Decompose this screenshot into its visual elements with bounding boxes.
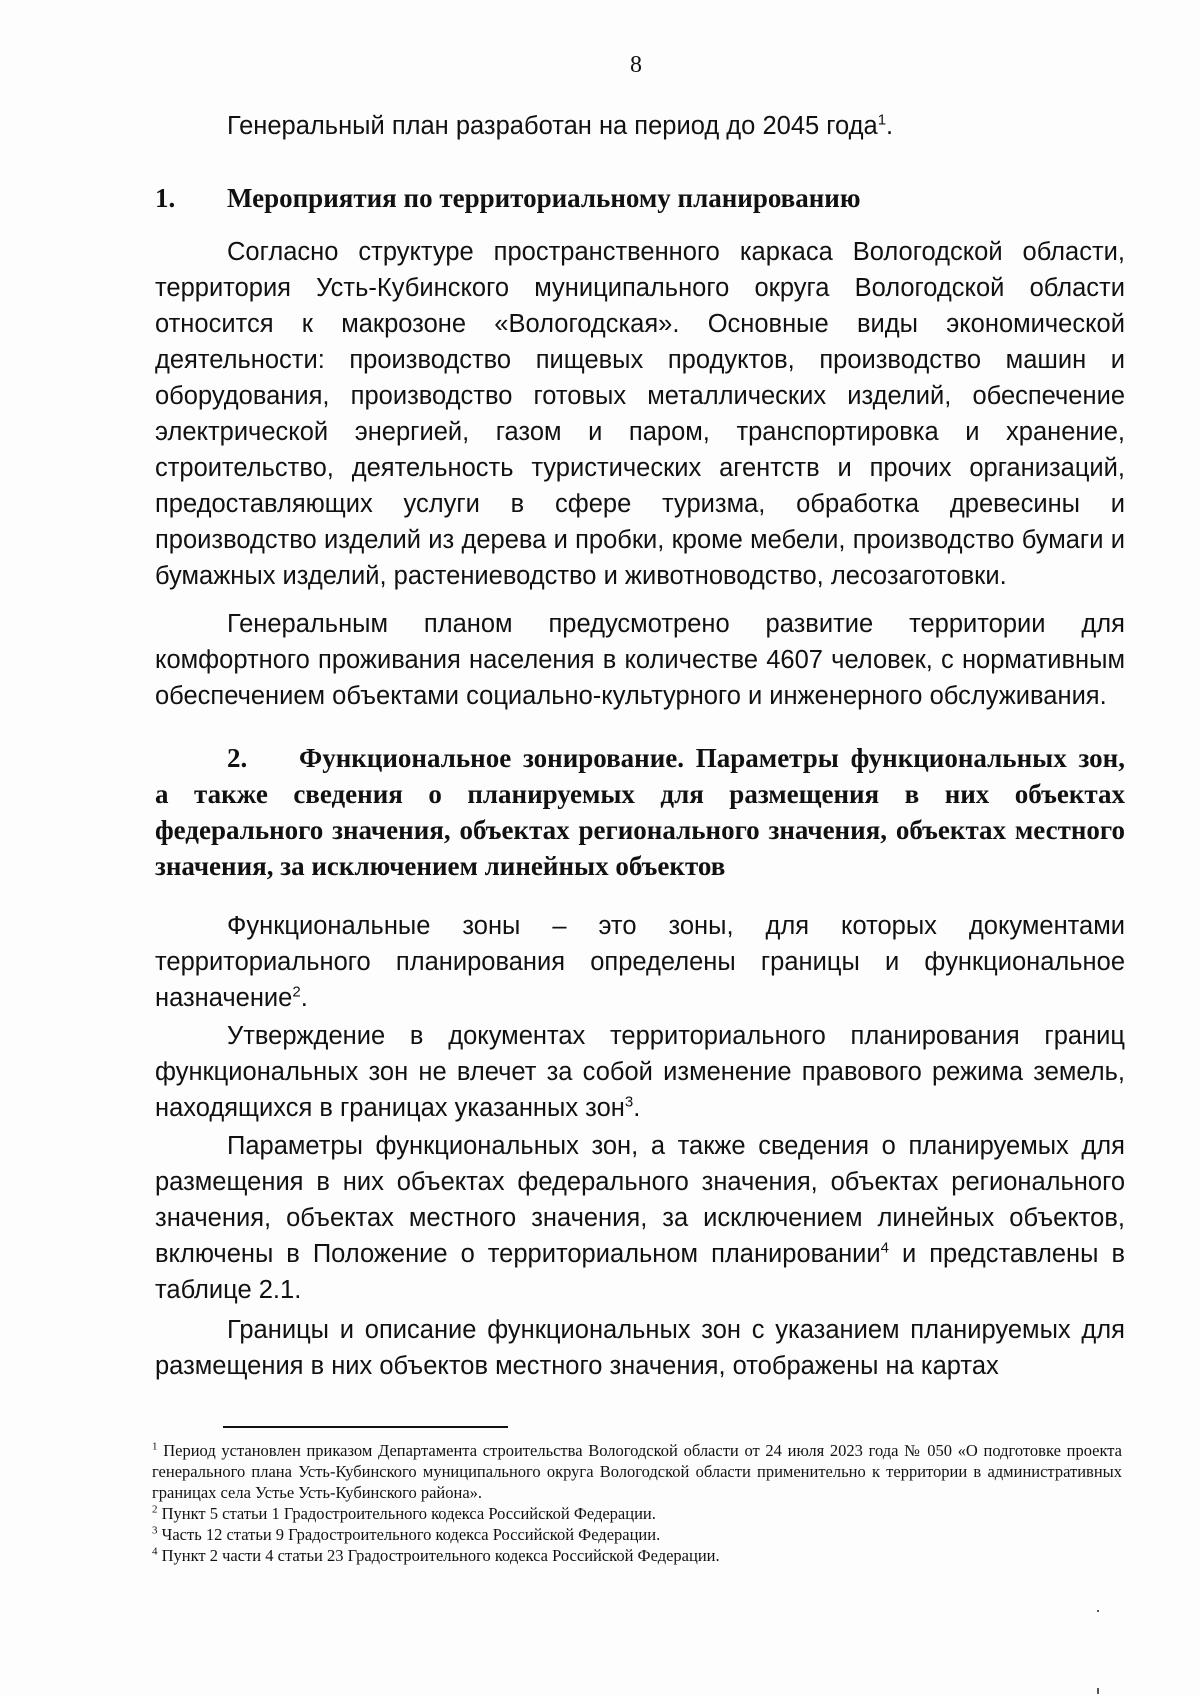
footnote-ref-2[interactable]: 2 xyxy=(292,983,301,1001)
section-2-number: 2. xyxy=(227,743,248,773)
section-2-paragraph-1-end: . xyxy=(300,984,308,1012)
section-2-paragraph-2 xyxy=(155,1018,1125,1126)
section-2-paragraph-1 xyxy=(155,908,1125,1016)
scan-speck xyxy=(1097,1610,1099,1612)
footnote-2 xyxy=(152,1503,1122,1524)
footnote-ref-1[interactable]: 1 xyxy=(877,111,887,129)
page-number: 8 xyxy=(630,52,642,78)
footnotes xyxy=(152,1440,1122,1566)
footnote-3-number: 3 xyxy=(152,1524,158,1537)
section-1-number: 1. xyxy=(155,183,176,213)
footnote-4-number: 4 xyxy=(152,1545,158,1558)
footnote-ref-4[interactable]: 4 xyxy=(880,1239,889,1257)
intro-end: . xyxy=(886,112,894,140)
footnote-2-text: Пункт 5 статьи 1 Градостроительного кодекса Российской Федерации. xyxy=(161,1504,656,1523)
section-1-paragraph-2: Генеральным планом предусмотрено развитие территории для комфортного проживания населения в количестве 4607 человек, с нормативным обеспечением объектами социально-культурного и инженерного обслуживания. xyxy=(155,610,1125,710)
intro-text: Генеральный план разработан на период до 2045 года xyxy=(227,112,878,140)
footnote-1-text: Период установлен приказом Департамента строительства Вологодской области от 24 июля 2023 года № 050 «О подготовке проекта генерального плана Усть-Кубинского муниципального округа Вологодской области применительно к территории в административных границах села Устье Усть-Кубинского района». xyxy=(152,1441,1123,1502)
section-2-paragraph-2-text: Утверждение в документах территориального планирования границ функциональных зон не влечет за собой изменение правового режима земель, находящихся в границах указанных зон xyxy=(155,1022,1125,1122)
scan-speck xyxy=(1097,1688,1099,1694)
section-1-heading xyxy=(155,180,1125,216)
footnote-1-number: 1 xyxy=(152,1440,158,1453)
section-2-paragraph-1-text: Функциональные зоны – это зоны, для которых документами территориального планирования определены границы и функциональное назначение xyxy=(155,912,1125,1012)
footnote-2-number: 2 xyxy=(152,1503,158,1516)
footnote-separator xyxy=(223,1426,508,1428)
intro-paragraph xyxy=(155,108,1125,144)
section-2-title: Функциональное зонирование. Параметры функциональных зон, а также сведения о планируемых для размещения в них объектах федерального значения, объектах регионального значения, объектах местного значения, за исключением линейных объектов xyxy=(155,743,1125,881)
section-1-paragraph-1: Согласно структуре пространственного каркаса Вологодской области, территория Усть-Кубинского муниципального округа Вологодской области относится к макрозоне «Вологодская». Основные виды экономической деятельности: производство пищевых продуктов, производство машин и оборудования, производство готовых металлических изделий, обеспечение электрической энергией, газом и паром, транспортировка и хранение, строительство, деятельность туристических агентств и прочих организаций, предоставляющих услуги в сфере туризма, обработка древесины и производство изделий из дерева и пробки, кроме мебели, производство бумаги и бумажных изделий, растениеводство и животноводство, лесозаготовки. xyxy=(155,238,1125,590)
footnote-4 xyxy=(152,1545,1122,1566)
section-2-paragraph-4: Границы и описание функциональных зон с указанием планируемых для размещения в них объектов местного значения, отображены на картах xyxy=(155,1316,1125,1380)
section-1-title: Мероприятия по территориальному планированию xyxy=(227,183,861,213)
footnote-ref-3[interactable]: 3 xyxy=(624,1093,634,1111)
section-2-paragraph-2-end: . xyxy=(633,1094,641,1122)
section-2-paragraph-3-end: и представлены в таблице 2.1. xyxy=(155,1240,1126,1304)
footnote-4-text: Пункт 2 части 4 статьи 23 Градостроительного кодекса Российской Федерации. xyxy=(161,1546,720,1565)
footnote-3-text: Часть 12 статьи 9 Градостроительного кодекса Российской Федерации. xyxy=(161,1525,661,1544)
footnote-1 xyxy=(152,1440,1122,1503)
section-2-heading xyxy=(155,740,1125,884)
section-2-paragraph-3 xyxy=(155,1128,1125,1308)
section-2-paragraph-3-text: Параметры функциональных зон, а также сведения о планируемых для размещения в них объектах федерального значения, объектах регионального значения, объектах местного значения, за исключением линейных объектов, включены в Положение о территориальном планировании xyxy=(155,1132,1125,1268)
footnote-3 xyxy=(152,1524,1122,1545)
